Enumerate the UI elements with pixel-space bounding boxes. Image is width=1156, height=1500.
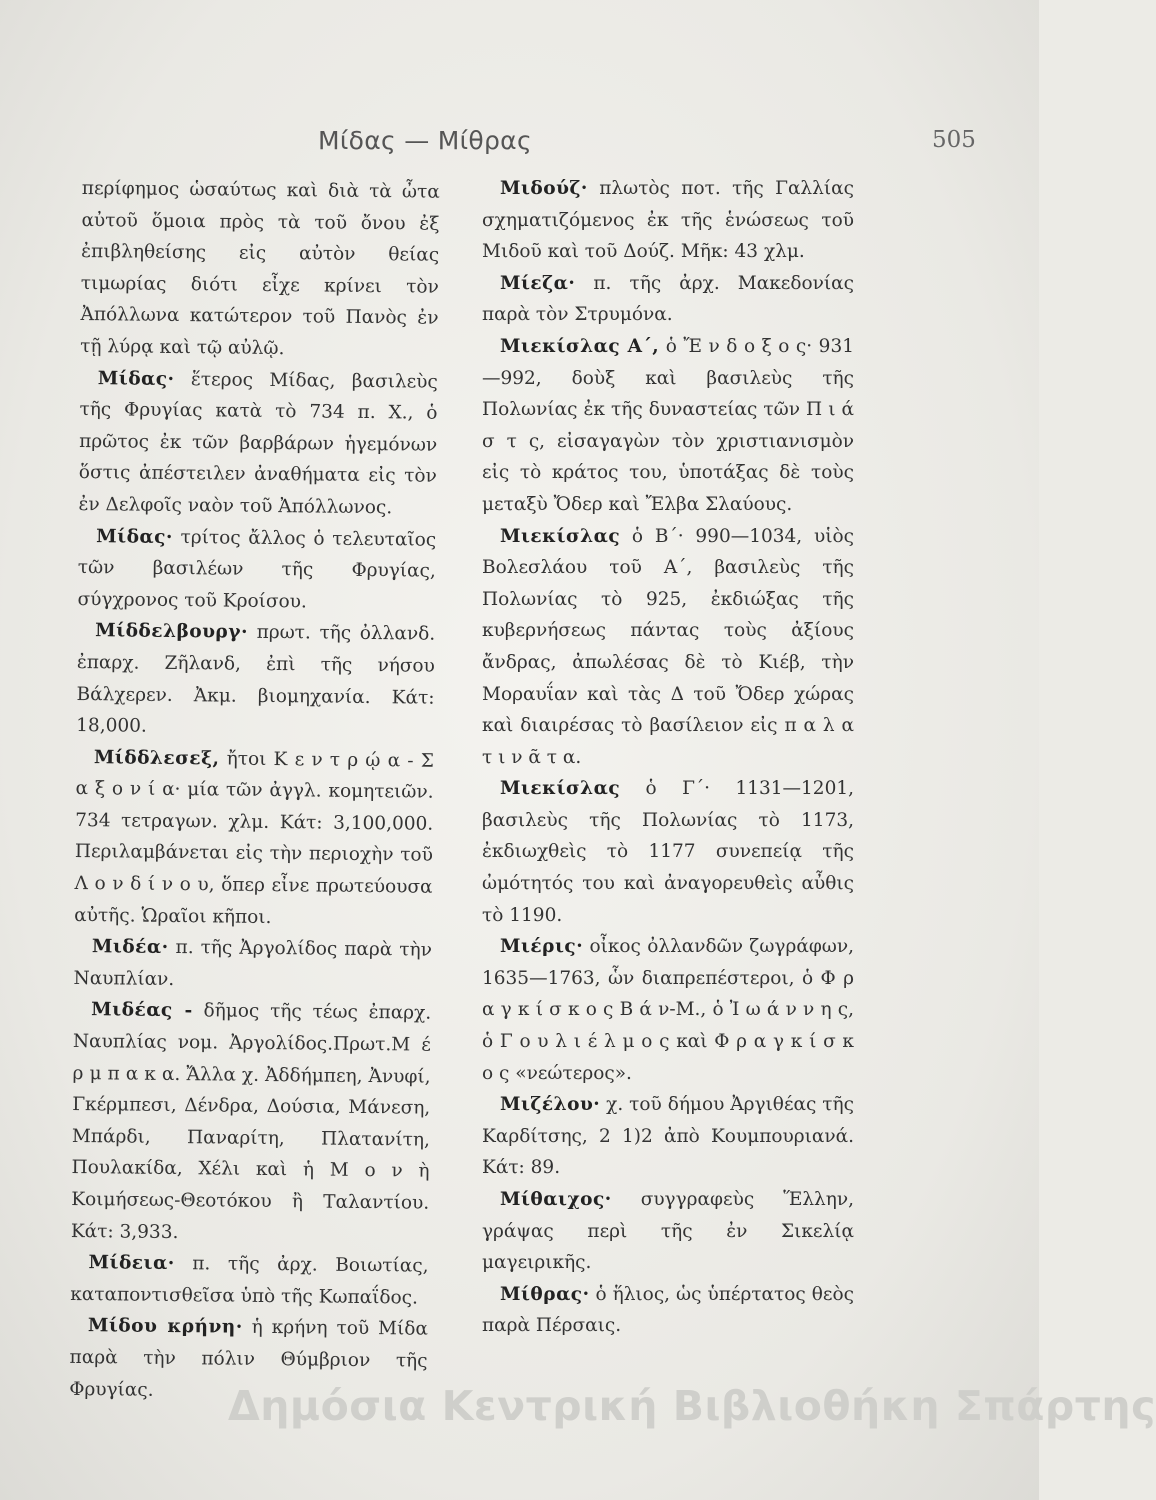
- entry-headword: Μιζέλου·: [500, 1094, 601, 1116]
- entry-text: πλωτὸς ποτ. τῆς Γαλλίας σχηματιζόμενος ἐκ τῆς ἑνώσεως τοῦ Μιδοῦ καὶ τοῦ Δούζ. Μῆκ: 43 χλμ.: [482, 178, 854, 263]
- entry-headword: Μίδδελβουργ·: [95, 620, 249, 644]
- dictionary-entry: [77, 521, 436, 620]
- dictionary-entry: [482, 1184, 854, 1279]
- entry-text: ὁ Ἔ ν δ ο ξ ο ς· 931—992, δοὺξ καὶ βασιλεὺς τῆς Πολωνίας ἐκ τῆς δυναστείας τῶν Π ι ά σ τ ς, εἰσαγαγὼν τὸν χριστιανισμὸν εἰς τὸ κράτος του, ὑποτάξας δὲ τοὺς μεταξὺ Ὄδερ καὶ Ἔλβα Σλαύους.: [482, 335, 854, 515]
- running-head: Μίδας — Μίθρας: [318, 126, 532, 155]
- dictionary-entry: [71, 994, 432, 1250]
- entry-headword: Μιδέα·: [91, 936, 169, 959]
- entry-headword: Μιεκίσλας: [500, 778, 621, 800]
- entry-headword: Μίθρας·: [500, 1283, 590, 1305]
- dictionary-entry: [80, 173, 440, 366]
- entry-headword: Μίδας·: [97, 367, 175, 390]
- entry-text: ὁ ἥλιος, ὡς ὑπέρτατος θεὸς παρὰ Πέρσαις.: [482, 1283, 854, 1337]
- entry-text: δῆμος τῆς τέως ἐπαρχ. Ναυπλίας νομ. Ἀργολίδος.Πρωτ.Μ έ ρ μ π α κ α. Ἄλλα χ. Ἀδδήμπεη, Ἀνυφί, Γκέρμπεσι, Δένδρα, Δούσια, Μάνεση, Μπάρδι, Παναρίτη, Πλατανίτη, Πουλακίδα, Χέλι καὶ ἡ Μ ο ν ὴ Κοιμήσεως-Θεοτόκου ἢ Ταλαντίου. Κάτ: 3,933.: [70, 1000, 432, 1243]
- dictionary-entry: [74, 742, 434, 935]
- dictionary-entry: [482, 268, 854, 331]
- dictionary-entry: [482, 1279, 854, 1342]
- entry-headword: Μιδούζ·: [500, 178, 588, 199]
- dictionary-entry: [482, 931, 854, 1089]
- dictionary-entry: [482, 1089, 854, 1184]
- dictionary-entry: [482, 331, 854, 521]
- entry-text: ὁ Β΄· 990—1034, υἱὸς Βολεσλάου τοῦ Α΄, βασιλεὺς τῆς Πολωνίας τὸ 925, ἐκδιώξας τῆς κυβερνήσεως πάντας τοὺς ἀξίους ἄνδρας, ἀπωλέσας δὲ τὸ Κιέβ, τὴν Μοραυΐαν καὶ τὰς Δ τοῦ Ὄδερ χώρας καὶ διαιρέσας τὸ βασίλειον εἰς π α λ α τ ι ν ᾶ τ α.: [482, 525, 854, 768]
- entry-text: τρίτος ἄλλος ὁ τελευταῖος τῶν βασιλέων τῆς Φρυγίας, σύγχρονος τοῦ Κροίσου.: [77, 526, 437, 613]
- entry-headword: Μιεκίσλας: [500, 525, 621, 547]
- entry-text: περίφημος ὡσαύτως καὶ διὰ τὰ ὦτα αὐτοῦ ὅμοια πρὸς τὰ τοῦ ὄνου ἐξ ἐπιβληθείσης εἰς αὐτὸν θείας τιμωρίας διότι εἶχε κρίνει τὸν Ἀπόλλωνα κατώτερον τοῦ Πανὸς ἐν τῇ λύρᾳ καὶ τῷ αὐλῷ.: [80, 177, 440, 360]
- dictionary-entry: [70, 1247, 429, 1314]
- library-watermark: Δημόσια Κεντρική Βιβλιοθήκη Σπάρτης: [228, 1382, 1156, 1430]
- entry-text: ἡ κρήνη τοῦ Μίδα παρὰ τὴν πόλιν Θύμβριον τῆς Φρυγίας.: [69, 1317, 429, 1401]
- dictionary-entry: [482, 521, 854, 774]
- entry-text: ὁ Γ΄· 1131—1201, βασιλεὺς τῆς Πολωνίας τὸ 1173, ἐκδιωχθεὶς τὸ 1177 συνεπείᾳ τῆς ὠμότητός του καὶ ἀναγορευθεὶς αὖθις τὸ 1190.: [482, 778, 854, 926]
- dictionary-entry: [482, 173, 854, 268]
- entry-text: π. τῆς ἀρχ. Μακεδονίας παρὰ τὸν Στρυμόνα.: [482, 272, 854, 326]
- entry-text: π. τῆς Ἀργολίδος παρὰ τὴν Ναυπλίαν.: [73, 937, 433, 990]
- entry-text: οἶκος ὀλλανδῶν ζωγράφων, 1635—1763, ὧν διαπρεπέστεροι, ὁ Φ ρ α γ κ ί σ κ ο ς Β ά ν-Μ., ὁ Ἰ ω ά ν ν η ς, ὁ Γ ο υ λ ι έ λ μ ο ς καὶ Φ ρ α γ κ ί σ κ ο ς «νεώτερος».: [482, 936, 855, 1084]
- entry-headword: Μιδέας -: [91, 999, 193, 1022]
- entry-headword: Μιέρις·: [500, 936, 584, 958]
- entry-text: χ. τοῦ δήμου Ἀργιθέας τῆς Καρδίτσης, 2 1)2 ἀπὸ Κουμπουριανά. Κάτ: 89.: [482, 1094, 854, 1179]
- entry-text: ἕτερος Μίδας, βασιλεὺς τῆς Φρυγίας κατὰ τὸ 734 π. Χ., ὁ πρῶτος ἐκ τῶν βαρβάρων ἡγεμόνων ὅστις ἀπέστειλεν ἀναθήματα εἰς τὸν ἐν Δελφοῖς ναὸν τοῦ Ἀπόλλωνος.: [78, 368, 438, 519]
- entry-headword: Μίδας·: [96, 525, 174, 548]
- right-column: [482, 173, 854, 1342]
- entry-headword: Μίεζα·: [500, 272, 576, 294]
- dictionary-entry: [73, 931, 432, 998]
- entry-headword: Μίδου κρήνη·: [87, 1315, 243, 1339]
- dictionary-entry: [76, 615, 435, 745]
- entry-text: πρωτ. τῆς ὀλλανδ. ἐπαρχ. Ζῆλανδ, ἐπὶ τῆς νήσου Βάλχερεν. Ἀκμ. βιομηχανία. Κάτ: 18,000.: [76, 622, 436, 737]
- entry-headword: Μιεκίσλας Α΄,: [500, 335, 660, 357]
- left-column: [69, 173, 440, 1409]
- entry-headword: Μίδεια·: [88, 1252, 175, 1275]
- entry-headword: Μίθαιχος·: [500, 1189, 612, 1210]
- entry-text: π. τῆς ἀρχ. Βοιωτίας, καταποντισθεῖσα ὑπὸ τῆς Κωπαΐδος.: [70, 1253, 429, 1309]
- dictionary-entry: [482, 773, 854, 931]
- entry-text: ἤτοι Κ ε ν τ ρ ῴ α - Σ α ξ ο ν ί α· μία τῶν ἀγγλ. κομητειῶν. 734 τετραγων. χλμ. Κάτ: 3,100,000. Περιλαμβάνεται εἰς τὴν περιοχὴν τοῦ Λ ο ν δ ί ν ο υ, ὅπερ εἶνε πρωτεύουσα αὐτῆς. Ὡραῖοι κῆποι.: [74, 748, 434, 928]
- entry-text: συγγραφεὺς Ἕλλην, γράψας περὶ τῆς ἐν Σικελίᾳ μαγειρικῆς.: [482, 1189, 854, 1274]
- page-header: [0, 118, 1039, 158]
- page-number: 505: [932, 127, 976, 153]
- dictionary-entry: [78, 363, 438, 525]
- entry-headword: Μίδδλεσεξ,: [93, 746, 220, 770]
